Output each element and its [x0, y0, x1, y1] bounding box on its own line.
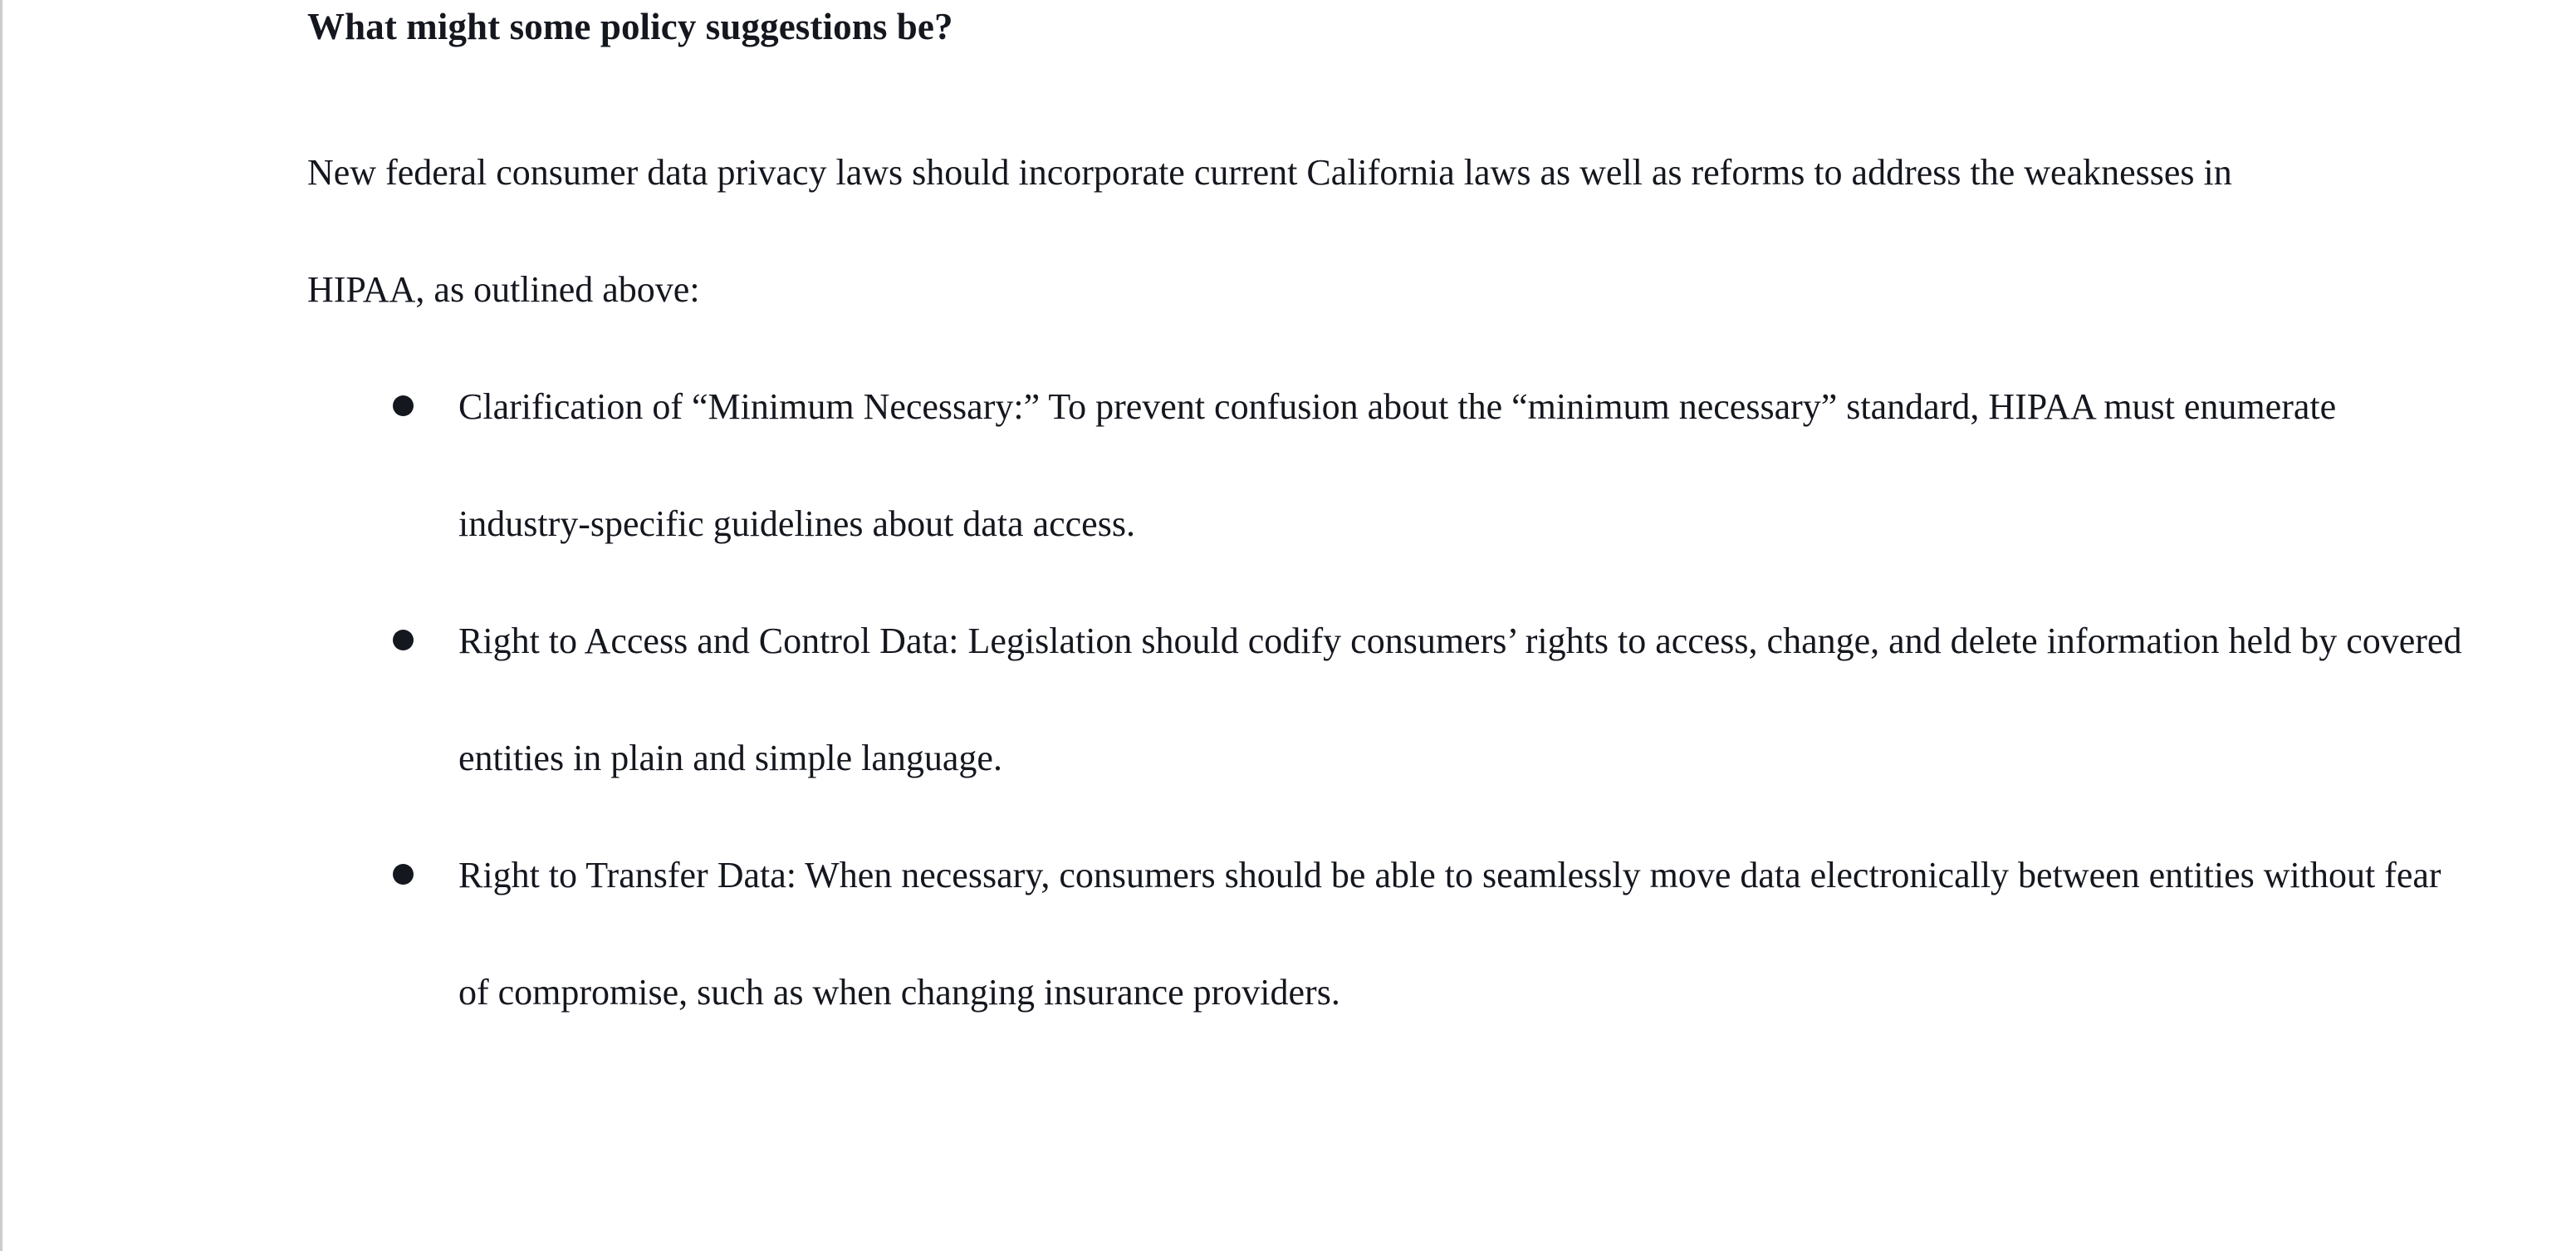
document-body: [307, 0, 2462, 1051]
list-item-text: Clarification of “Minimum Necessary:” To prevent confusion about the “minimum necessary” standard, HIPAA must enumerate industry-specific guidelines about data access.: [458, 386, 2337, 544]
page-heading: What might some policy suggestions be?: [307, 6, 953, 47]
policy-suggestions-list: [307, 348, 2462, 1051]
heading-paragraph-spacer: [307, 53, 2317, 114]
intro-paragraph: New federal consumer data privacy laws should incorporate current California laws as well as reforms to address the weaknesses in HIPAA, as outlined above:: [307, 152, 2232, 310]
list-item: [307, 817, 2468, 1051]
list-item-text: Right to Transfer Data: When necessary, consumers should be able to seamlessly move data electronically between entities without fear of compromise, such as when changing insurance providers.: [458, 855, 2441, 1013]
bullet-dot-icon: [393, 864, 414, 885]
bullet-dot-icon: [393, 630, 414, 650]
list-item: [307, 348, 2468, 582]
list-item: [307, 582, 2468, 817]
bullet-dot-icon: [393, 395, 414, 416]
list-item-text: Right to Access and Control Data: Legislation should codify consumers’ rights to access, change, and delete information held by covered entities in plain and simple language.: [458, 621, 2462, 778]
